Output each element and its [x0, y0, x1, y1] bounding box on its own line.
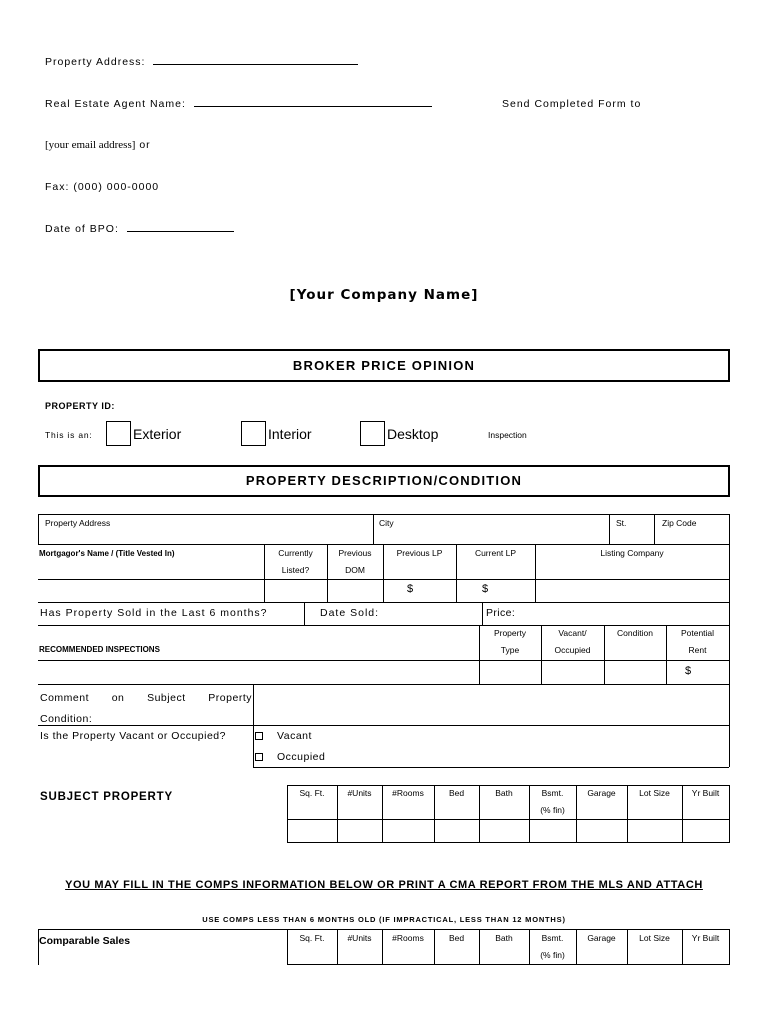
subject-col-lot-size: Lot Size: [639, 788, 670, 798]
price-label: Price:: [486, 607, 516, 619]
potential-rent-line1: Potential: [680, 628, 715, 638]
listing-company-header: Listing Company: [600, 548, 664, 558]
property-address-header: Property Address: [45, 518, 111, 528]
desktop-label: Desktop: [387, 426, 439, 442]
potential-rent-line2: Rent: [688, 645, 707, 655]
comps-col-bed: Bed: [448, 933, 465, 943]
sold-question: Has Property Sold in the Last 6 months?: [40, 607, 268, 619]
property-type-line2: Type: [500, 645, 520, 655]
zip-code-header: Zip Code: [662, 518, 697, 528]
comps-col-yr-built: Yr Built: [691, 933, 720, 943]
occupied-option-label: Occupied: [277, 751, 326, 763]
email-placeholder: [your email address]: [45, 139, 136, 151]
comps-col-bsmt: [529, 930, 576, 964]
description-title: PROPERTY DESCRIPTION/CONDITION: [38, 465, 730, 497]
city-header: City: [379, 518, 394, 528]
or-text: or: [139, 139, 151, 151]
subject-col-bath: Bath: [495, 788, 513, 798]
fax-label: Fax: (000) 000-0000: [45, 181, 160, 193]
date-sold-label: Date Sold:: [320, 607, 380, 619]
vacant-occupied-line2: Occupied: [554, 645, 591, 655]
subject-col-yr-built: Yr Built: [691, 788, 720, 798]
comps-col-units: #Units: [347, 933, 372, 943]
inspection-label: Inspection: [488, 430, 527, 440]
property-type-line1: Property: [493, 628, 527, 638]
bpo-title: BROKER PRICE OPINION: [38, 349, 730, 382]
previous-dom-line1: Previous: [338, 548, 372, 558]
condition-header: Condition: [617, 628, 653, 638]
comment-label-line1: Comment on Subject Property: [40, 692, 252, 704]
company-name: [Your Company Name]: [289, 287, 479, 303]
current-lp-header: Current LP: [474, 548, 517, 558]
this-is-an-label: This is an:: [45, 430, 93, 440]
vacant-occupied-line1: Vacant/: [558, 628, 587, 638]
subject-col-bed: Bed: [448, 788, 465, 798]
subject-col-bsmt-line2: (% fin): [540, 805, 565, 815]
vacant-question: Is the Property Vacant or Occupied?: [40, 730, 226, 742]
agent-name-label: Real Estate Agent Name:: [45, 98, 186, 110]
potential-rent-dollar: $: [685, 665, 692, 677]
comps-col-bath: Bath: [495, 933, 513, 943]
comment-label-line2: Condition:: [40, 713, 93, 725]
mortgagor-header: Mortgagor's Name / (Title Vested In): [39, 549, 175, 558]
comps-col-rooms: #Rooms: [392, 933, 424, 943]
subject-col-units: #Units: [347, 788, 372, 798]
comps-col-lot-size: Lot Size: [639, 933, 670, 943]
comps-subnote: USE COMPS LESS THAN 6 MONTHS OLD (IF IMPRACTICAL, LESS THAN 12 MONTHS): [202, 915, 566, 924]
property-address-label: Property Address:: [45, 56, 146, 68]
comps-col-bsmt-line1: Bsmt.: [541, 933, 564, 943]
previous-lp-dollar: $: [407, 583, 414, 595]
send-form-label: Send Completed Form to: [502, 98, 642, 110]
currently-listed-line1: Currently: [278, 548, 313, 558]
comps-notice-text: YOU MAY FILL IN THE COMPS INFORMATION BELOW OR PRINT A CMA REPORT FROM THE MLS AND ATTACH: [65, 879, 703, 891]
subject-property-title: SUBJECT PROPERTY: [40, 791, 173, 803]
vacant-option-label: Vacant: [277, 730, 312, 742]
recommended-inspections-header: RECOMMENDED INSPECTIONS: [39, 645, 160, 654]
st-header: St.: [616, 518, 627, 528]
previous-lp-header: Previous LP: [396, 548, 443, 558]
interior-label: Interior: [268, 426, 312, 442]
comparable-sales-title: Comparable Sales: [39, 935, 131, 947]
comps-col-sqft: Sq. Ft.: [299, 933, 325, 943]
property-id-label: PROPERTY ID:: [45, 401, 115, 411]
subject-col-garage: Garage: [587, 788, 616, 798]
comps-col-garage: Garage: [587, 933, 616, 943]
subject-col-sqft: Sq. Ft.: [299, 788, 325, 798]
comps-col-bsmt-line2: (% fin): [540, 950, 565, 960]
current-lp-dollar: $: [482, 583, 489, 595]
bpo-date-label: Date of BPO:: [45, 223, 119, 235]
previous-dom-line2: DOM: [345, 565, 365, 575]
subject-col-rooms: #Rooms: [392, 788, 424, 798]
subject-col-bsmt-line1: Bsmt.: [541, 788, 564, 798]
exterior-label: Exterior: [133, 426, 182, 442]
currently-listed-line2: Listed?: [281, 565, 310, 575]
